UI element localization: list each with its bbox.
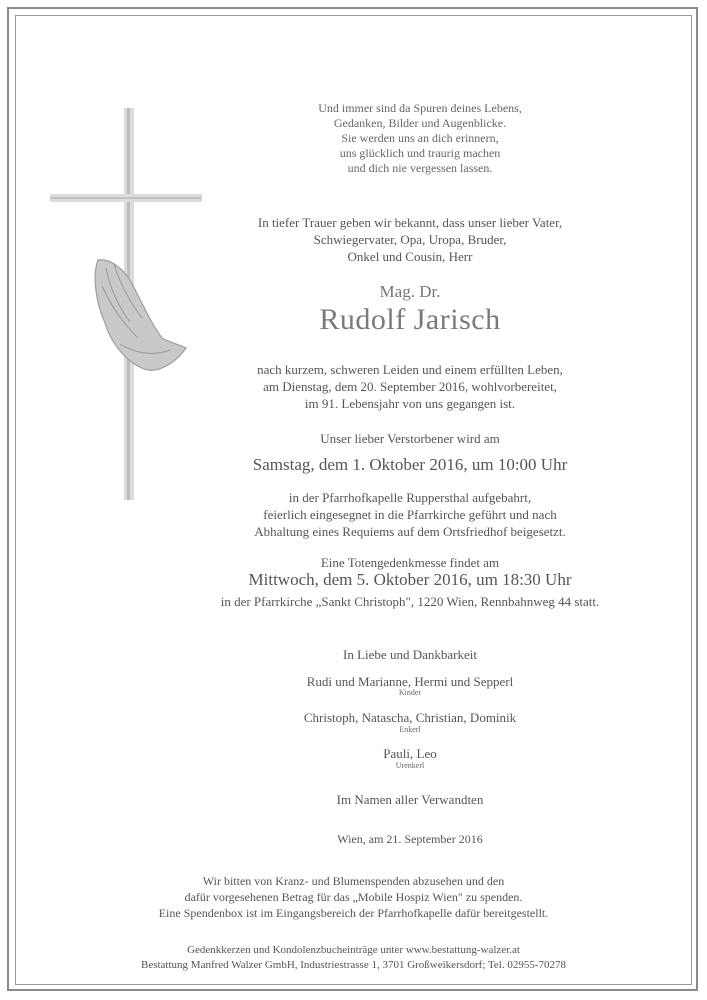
footer-line-2: Bestattung Manfred Walzer GmbH, Industriestrasse 1, 3701 Großweikersdorf; Tel. 02955-70278 xyxy=(140,959,566,971)
intro-line-2: Schwiegervater, Opa, Uropa, Bruder, xyxy=(313,232,507,247)
death-line-1: nach kurzem, schweren Leiden und einem erfüllten Leben, xyxy=(257,362,563,377)
funeral-intro: Unser lieber Verstorbener wird am xyxy=(320,431,500,446)
poem-line-1: Und immer sind da Spuren deines Lebens, xyxy=(318,101,522,115)
love-line: In Liebe und Dankbarkeit xyxy=(343,647,477,662)
mourner-relation-1: Kinder xyxy=(398,688,422,697)
death-line-3: im 91. Lebensjahr von uns gegangen ist. xyxy=(304,396,516,411)
poem-line-4: uns glücklich und traurig machen xyxy=(339,146,501,160)
intro-line-1: In tiefer Trauer geben wir bekannt, dass unser lieber Vater, xyxy=(257,215,563,230)
mourner-names-1: Rudi und Marianne, Hermi und Sepperl xyxy=(306,674,514,689)
deceased-name: Rudolf Jarisch xyxy=(319,303,501,336)
mass-place: in der Pfarrkirche „Sankt Christoph", 1220 Wien, Rennbahnweg 44 statt. xyxy=(220,594,600,609)
poem-line-5: und dich nie vergessen lassen. xyxy=(347,161,493,175)
death-line-2: am Dienstag, dem 20. September 2016, wohlvorbereitet, xyxy=(263,379,557,394)
poem-line-2: Gedanken, Bilder und Augenblicke. xyxy=(333,116,507,130)
relatives-line: Im Namen aller Verwandten xyxy=(336,792,484,807)
request-line-1: Wir bitten von Kranz- und Blumenspenden abzusehen und den xyxy=(202,874,505,888)
request-line-2: dafür vorgesehenen Betrag für das „Mobile Hospiz Wien" zu spenden. xyxy=(184,890,523,904)
funeral-detail-3: Abhaltung eines Requiems auf dem Ortsfriedhof beigesetzt. xyxy=(254,524,566,539)
funeral-detail-2: feierlich eingesegnet in die Pfarrkirche geführt und nach xyxy=(263,507,557,522)
mourner-relation-3: Urenkerl xyxy=(395,761,425,770)
place-date: Wien, am 21. September 2016 xyxy=(337,832,483,846)
mass-intro: Eine Totengedenkmesse findet am xyxy=(320,555,500,570)
mourner-names-3: Pauli, Leo xyxy=(383,746,437,761)
footer-line-1: Gedenkkerzen und Kondolenzbucheinträge unter www.bestattung-walzer.at xyxy=(187,944,520,956)
mourner-relation-2: Enkerl xyxy=(399,725,421,734)
poem-line-3: Sie werden uns an dich erinnern, xyxy=(341,131,499,145)
funeral-detail-1: in der Pfarrhofkapelle Ruppersthal aufgebahrt, xyxy=(288,490,532,505)
request-line-3: Eine Spendenbox ist im Eingangsbereich der Pfarrhofkapelle dafür bereitgestellt. xyxy=(158,906,549,920)
academic-title: Mag. Dr. xyxy=(379,282,441,301)
funeral-date: Samstag, dem 1. Oktober 2016, um 10:00 Uhr xyxy=(252,455,568,474)
mass-date: Mittwoch, dem 5. Oktober 2016, um 18:30 Uhr xyxy=(248,570,572,589)
mourner-names-2: Christoph, Natascha, Christian, Dominik xyxy=(303,710,517,725)
intro-line-3: Onkel und Cousin, Herr xyxy=(347,249,473,264)
